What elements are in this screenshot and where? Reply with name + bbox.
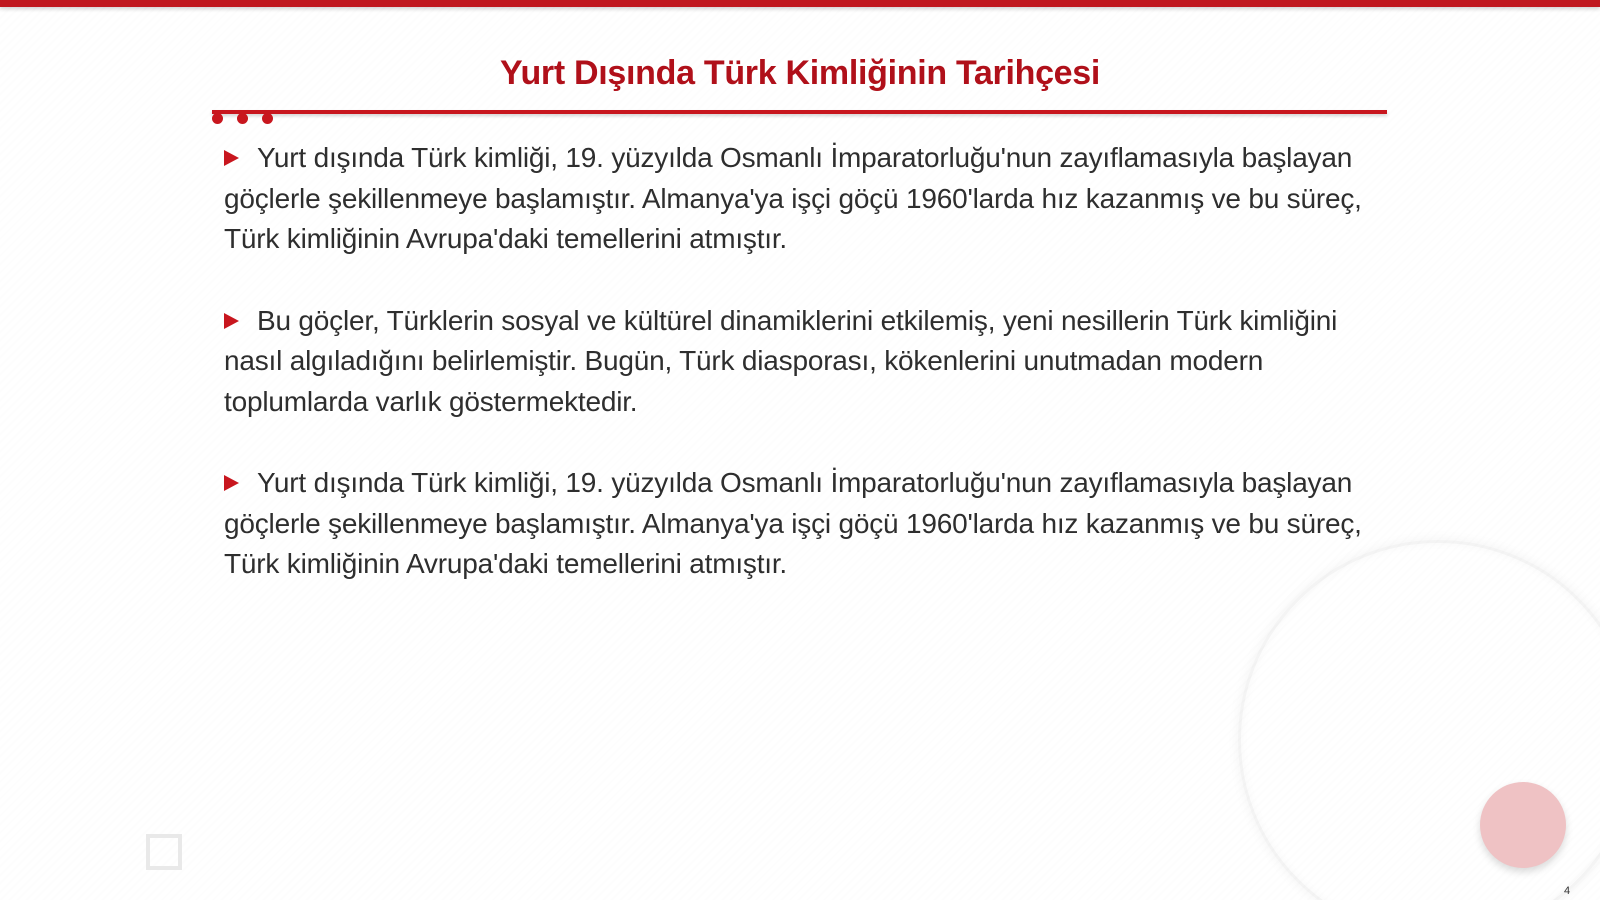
dot-icon <box>262 113 273 124</box>
title-underline <box>212 110 1387 114</box>
page-number: 4 <box>1564 885 1571 897</box>
dot-icon <box>237 113 248 124</box>
slide-title: Yurt Dışında Türk Kimliğinin Tarihçesi <box>499 54 1101 92</box>
top-accent-bar <box>0 0 1600 7</box>
decorative-square <box>146 834 182 870</box>
bullet-text: Yurt dışında Türk kimliği, 19. yüzyılda Osmanlı İmparatorluğu'nun zayıflamasıyla başlayan göçlerle şekillenmeye başlamıştır. Almanya'ya işçi göçü 1960'larda hız kazanmış ve bu süreç, Türk kimliğinin Avrupa'daki temellerini atmıştır. <box>224 467 1362 579</box>
bullet-list <box>224 138 1364 626</box>
bullet-paragraph <box>224 138 1364 260</box>
decorative-pink-circle <box>1480 782 1566 868</box>
triangle-bullet-icon <box>224 475 239 491</box>
bullet-text: Yurt dışında Türk kimliği, 19. yüzyılda Osmanlı İmparatorluğu'nun zayıflamasıyla başlayan göçlerle şekillenmeye başlamıştır. Almanya'ya işçi göçü 1960'larda hız kazanmış ve bu süreç, Türk kimliğinin Avrupa'daki temellerini atmıştır. <box>224 142 1362 254</box>
bullet-paragraph <box>224 463 1364 585</box>
dot-icon <box>212 113 223 124</box>
triangle-bullet-icon <box>224 150 239 166</box>
bullet-text: Bu göçler, Türklerin sosyal ve kültürel dinamiklerini etkilemiş, yeni nesillerin Türk kimliğini nasıl algıladığını belirlemiştir. Bugün, Türk diasporası, kökenlerini unutmadan modern toplumlarda varlık göstermektedir. <box>224 304 1338 417</box>
title-dots-decoration <box>212 113 282 125</box>
bullet-paragraph <box>224 301 1364 423</box>
triangle-bullet-icon <box>224 313 239 329</box>
